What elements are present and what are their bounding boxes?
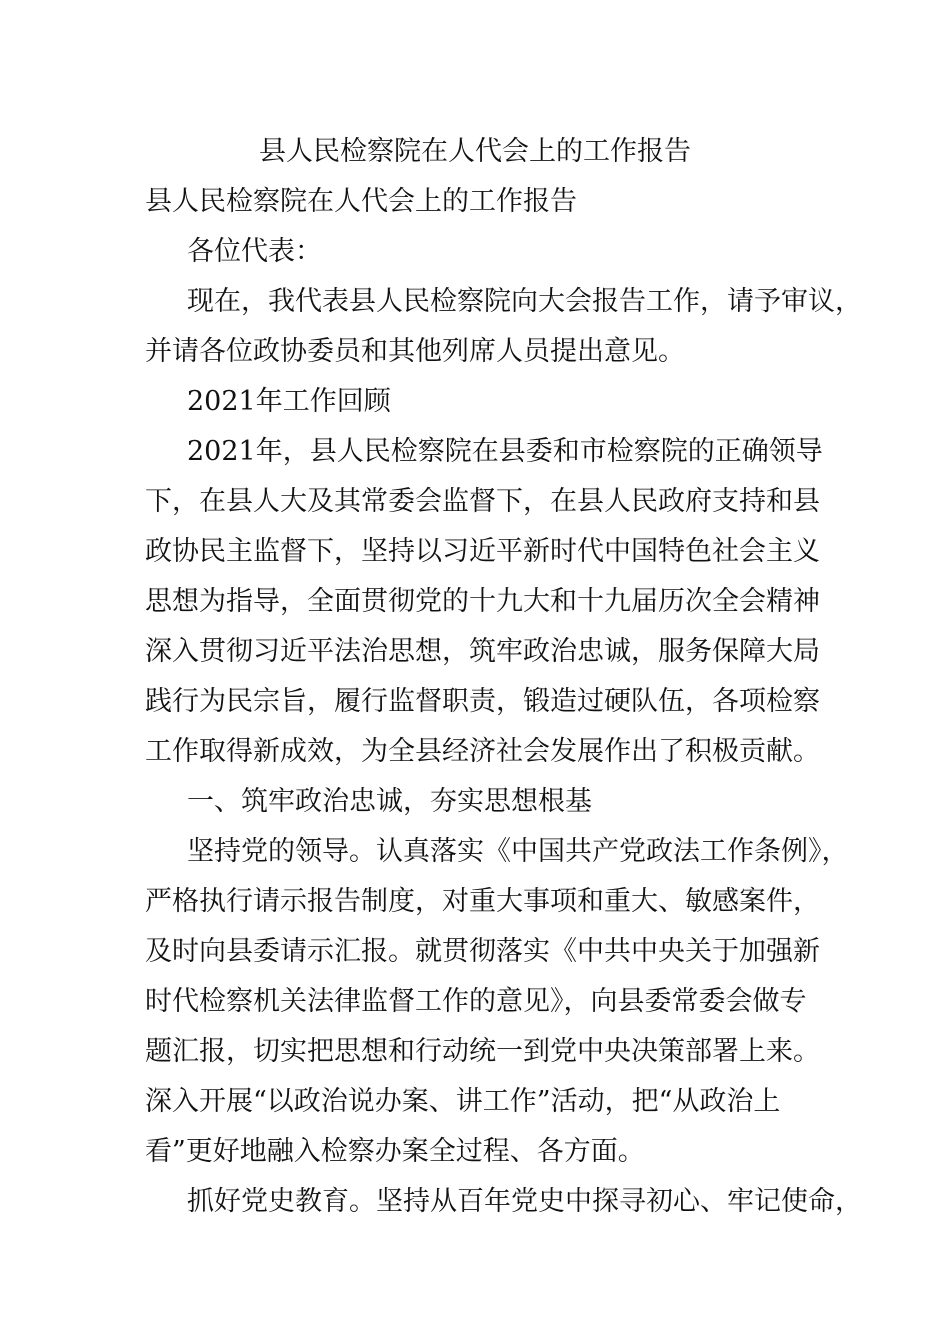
paragraph-line: 深入贯彻习近平法治思想，筑牢政治忠诚，服务保障大局 <box>145 636 820 667</box>
document-subtitle: 县人民检察院在人代会上的工作报告 <box>145 186 577 217</box>
paragraph-line: 及时向县委请示汇报。就贯彻落实《中共中央关于加强新 <box>145 936 820 967</box>
paragraph-line: 坚持党的领导。认真落实《中国共产党政法工作条例》， <box>187 836 849 867</box>
paragraph-line: 深入开展“以政治说办案、讲工作”活动，把“从政治上 <box>145 1086 781 1117</box>
paragraph-line: 题汇报，切实把思想和行动统一到党中央决策部署上来。 <box>145 1036 820 1067</box>
paragraph-line: 践行为民宗旨，履行监督职责，锻造过硬队伍，各项检察 <box>145 686 820 717</box>
paragraph-line: 现在，我代表县人民检察院向大会报告工作，请予审议， <box>187 286 862 317</box>
paragraph-line: 看”更好地融入检察办案全过程、各方面。 <box>145 1136 645 1167</box>
page-title: 县人民检察院在人代会上的工作报告 <box>259 136 691 167</box>
paragraph-line: 下，在县人大及其常委会监督下，在县人民政府支持和县 <box>145 486 820 517</box>
paragraph-line: 抓好党史教育。坚持从百年党史中探寻初心、牢记使命， <box>187 1186 862 1217</box>
salutation: 各位代表： <box>187 236 322 267</box>
paragraph-line: 政协民主监督下，坚持以习近平新时代中国特色社会主义 <box>145 536 820 567</box>
paragraph-line: 并请各位政协委员和其他列席人员提出意见。 <box>145 336 685 367</box>
section-heading: 一、筑牢政治忠诚，夯实思想根基 <box>187 786 592 817</box>
paragraph-line: 时代检察机关法律监督工作的意见》，向县委常委会做专 <box>145 986 807 1017</box>
section-heading: 2021年工作回顾 <box>187 386 391 417</box>
paragraph-line: 2021年，县人民检察院在县委和市检察院的正确领导 <box>187 436 823 467</box>
paragraph-line: 严格执行请示报告制度，对重大事项和重大、敏感案件， <box>145 886 820 917</box>
paragraph-line: 工作取得新成效，为全县经济社会发展作出了积极贡献。 <box>145 736 820 767</box>
paragraph-line: 思想为指导，全面贯彻党的十九大和十九届历次全会精神 <box>145 586 820 617</box>
